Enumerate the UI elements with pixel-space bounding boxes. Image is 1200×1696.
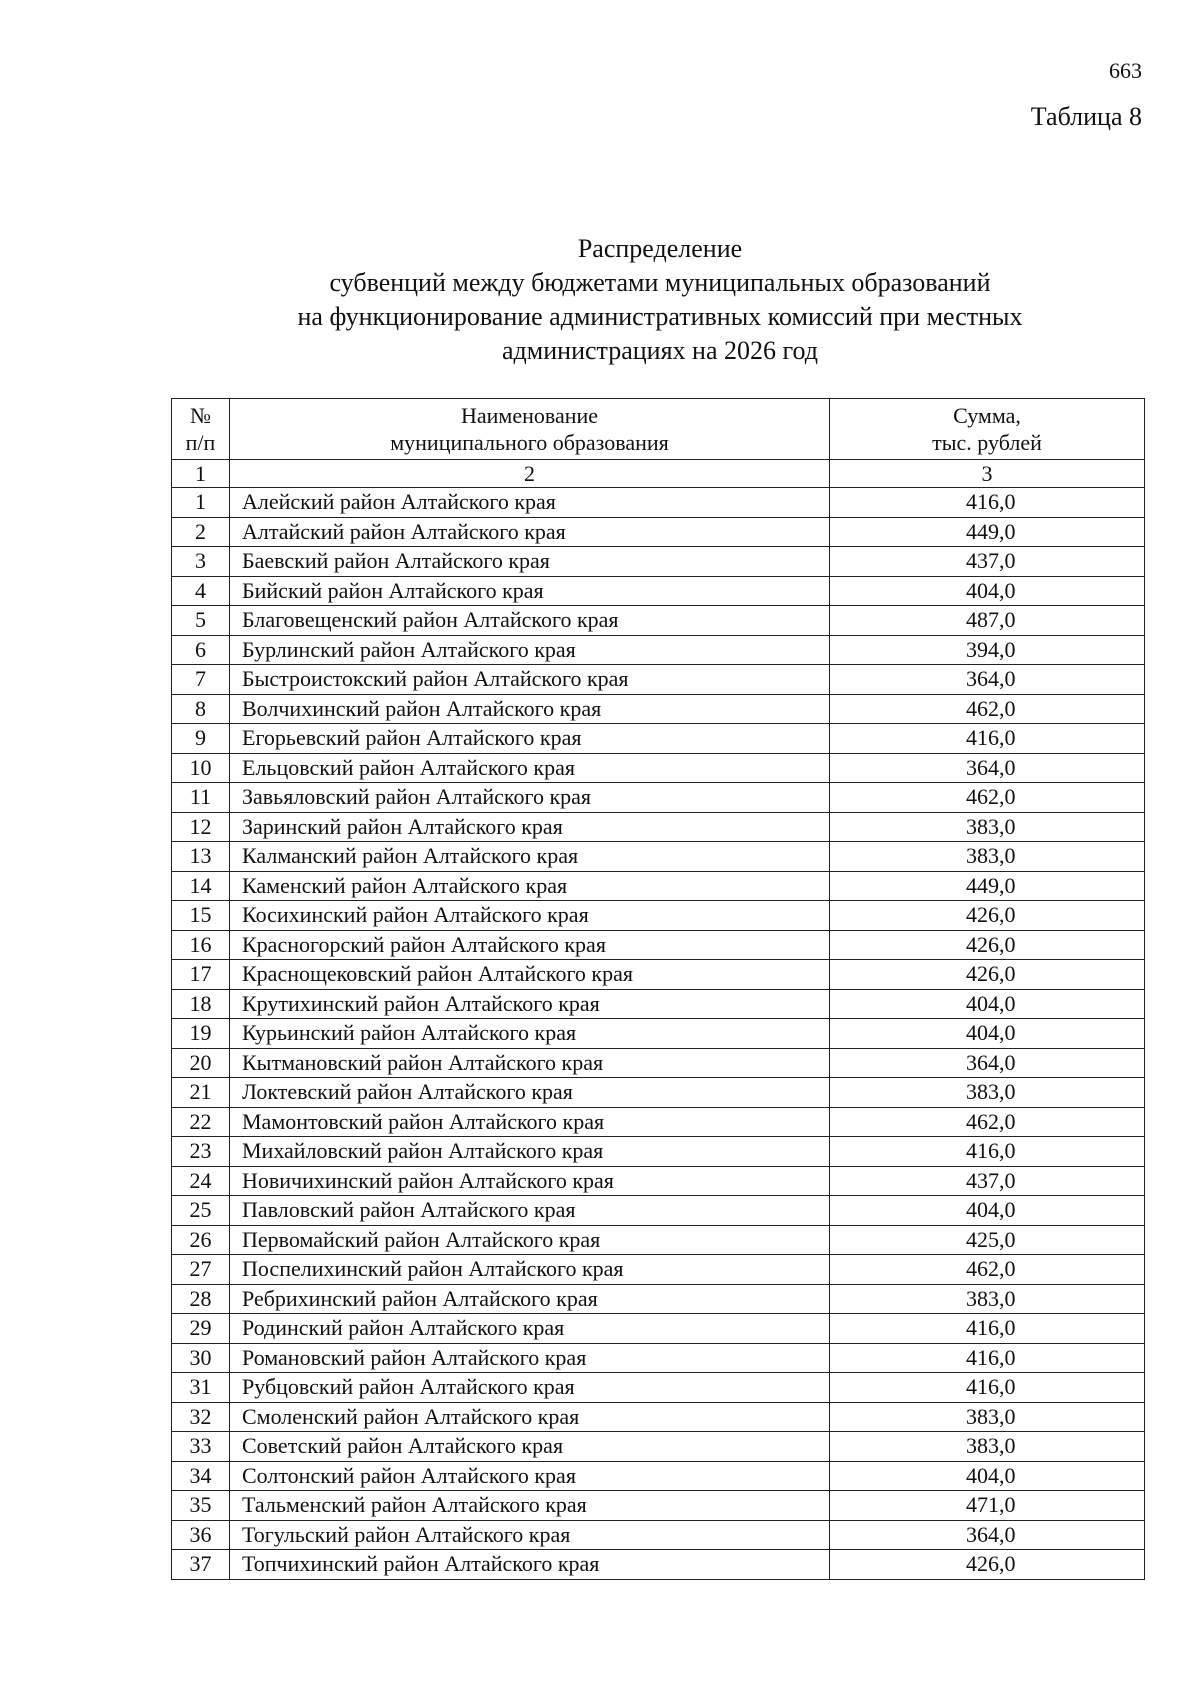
table-row <box>172 930 1145 960</box>
row-amount: 425,0 <box>830 1225 1145 1255</box>
table-row <box>172 1373 1145 1403</box>
table-row <box>172 635 1145 665</box>
header-num: № п/п <box>172 399 230 460</box>
row-amount: 416,0 <box>830 1314 1145 1344</box>
row-number: 7 <box>172 665 230 695</box>
row-number: 15 <box>172 901 230 931</box>
column-index-3: 3 <box>830 460 1145 488</box>
row-amount: 426,0 <box>830 930 1145 960</box>
row-municipality: Романовский район Алтайского края <box>230 1343 830 1373</box>
row-amount: 404,0 <box>830 576 1145 606</box>
table-row <box>172 1284 1145 1314</box>
row-municipality: Павловский район Алтайского края <box>230 1196 830 1226</box>
row-number: 14 <box>172 871 230 901</box>
row-amount: 449,0 <box>830 517 1145 547</box>
row-amount: 462,0 <box>830 783 1145 813</box>
title-line-1: Распределение <box>577 234 743 263</box>
row-municipality: Советский район Алтайского края <box>230 1432 830 1462</box>
row-municipality: Ребрихинский район Алтайского края <box>230 1284 830 1314</box>
row-municipality: Михайловский район Алтайского края <box>230 1137 830 1167</box>
row-amount: 394,0 <box>830 635 1145 665</box>
row-number: 8 <box>172 694 230 724</box>
table-row <box>172 694 1145 724</box>
table-row <box>172 1078 1145 1108</box>
row-municipality: Алейский район Алтайского края <box>230 488 830 518</box>
row-amount: 364,0 <box>830 1520 1145 1550</box>
table-row <box>172 1107 1145 1137</box>
row-amount: 462,0 <box>830 694 1145 724</box>
title-line-2: субвенций между бюджетами муниципальных образований <box>329 268 991 297</box>
row-municipality: Тогульский район Алтайского края <box>230 1520 830 1550</box>
row-municipality: Рубцовский район Алтайского края <box>230 1373 830 1403</box>
row-municipality: Кытмановский район Алтайского края <box>230 1048 830 1078</box>
row-number: 23 <box>172 1137 230 1167</box>
row-amount: 416,0 <box>830 1343 1145 1373</box>
title-line-3: на функционирование административных комиссий при местных <box>297 302 1023 331</box>
row-amount: 404,0 <box>830 1461 1145 1491</box>
row-amount: 364,0 <box>830 1048 1145 1078</box>
row-number: 32 <box>172 1402 230 1432</box>
table-label: Таблица 8 <box>1030 102 1142 131</box>
row-number: 36 <box>172 1520 230 1550</box>
row-amount: 437,0 <box>830 1166 1145 1196</box>
row-number: 3 <box>172 547 230 577</box>
row-municipality: Топчихинский район Алтайского края <box>230 1550 830 1580</box>
row-number: 9 <box>172 724 230 754</box>
row-number: 5 <box>172 606 230 636</box>
table-row <box>172 1432 1145 1462</box>
column-index-row <box>172 460 1145 488</box>
table-row <box>172 1048 1145 1078</box>
row-number: 30 <box>172 1343 230 1373</box>
table-row <box>172 606 1145 636</box>
row-number: 37 <box>172 1550 230 1580</box>
row-amount: 462,0 <box>830 1107 1145 1137</box>
row-number: 4 <box>172 576 230 606</box>
row-amount: 383,0 <box>830 1284 1145 1314</box>
row-number: 19 <box>172 1019 230 1049</box>
column-index-2: 2 <box>230 460 830 488</box>
table-row <box>172 517 1145 547</box>
row-amount: 437,0 <box>830 547 1145 577</box>
row-municipality: Красногорский район Алтайского края <box>230 930 830 960</box>
row-municipality: Локтевский район Алтайского края <box>230 1078 830 1108</box>
row-number: 28 <box>172 1284 230 1314</box>
row-amount: 426,0 <box>830 901 1145 931</box>
header-sum: Сумма, тыс. рублей <box>830 399 1145 460</box>
table-row <box>172 1019 1145 1049</box>
row-municipality: Ельцовский район Алтайского края <box>230 753 830 783</box>
row-number: 6 <box>172 635 230 665</box>
row-municipality: Баевский район Алтайского края <box>230 547 830 577</box>
row-number: 33 <box>172 1432 230 1462</box>
row-number: 21 <box>172 1078 230 1108</box>
row-municipality: Крутихинский район Алтайского края <box>230 989 830 1019</box>
row-amount: 383,0 <box>830 842 1145 872</box>
table-header <box>172 399 1145 460</box>
table-row <box>172 1461 1145 1491</box>
row-amount: 364,0 <box>830 753 1145 783</box>
row-amount: 426,0 <box>830 960 1145 990</box>
row-municipality: Заринский район Алтайского края <box>230 812 830 842</box>
table-row <box>172 960 1145 990</box>
header-name: Наименование муниципального образования <box>230 399 830 460</box>
row-number: 24 <box>172 1166 230 1196</box>
row-number: 26 <box>172 1225 230 1255</box>
table-row <box>172 665 1145 695</box>
row-number: 18 <box>172 989 230 1019</box>
row-amount: 383,0 <box>830 1402 1145 1432</box>
row-municipality: Тальменский район Алтайского края <box>230 1491 830 1521</box>
row-amount: 449,0 <box>830 871 1145 901</box>
row-municipality: Бурлинский район Алтайского края <box>230 635 830 665</box>
row-municipality: Каменский район Алтайского края <box>230 871 830 901</box>
document-title <box>250 232 1070 368</box>
row-number: 34 <box>172 1461 230 1491</box>
header-row <box>172 399 1145 460</box>
table-row <box>172 812 1145 842</box>
row-amount: 383,0 <box>830 1432 1145 1462</box>
row-amount: 416,0 <box>830 1373 1145 1403</box>
table-row <box>172 1225 1145 1255</box>
table-row <box>172 783 1145 813</box>
row-municipality: Первомайский район Алтайского края <box>230 1225 830 1255</box>
row-number: 1 <box>172 488 230 518</box>
table-row <box>172 1550 1145 1580</box>
row-number: 13 <box>172 842 230 872</box>
row-amount: 416,0 <box>830 488 1145 518</box>
row-municipality: Солтонский район Алтайского края <box>230 1461 830 1491</box>
row-number: 35 <box>172 1491 230 1521</box>
row-amount: 416,0 <box>830 724 1145 754</box>
row-amount: 364,0 <box>830 665 1145 695</box>
row-amount: 462,0 <box>830 1255 1145 1285</box>
table-row <box>172 1166 1145 1196</box>
row-municipality: Волчихинский район Алтайского края <box>230 694 830 724</box>
row-municipality: Благовещенский район Алтайского края <box>230 606 830 636</box>
row-municipality: Егорьевский район Алтайского края <box>230 724 830 754</box>
row-amount: 426,0 <box>830 1550 1145 1580</box>
table-row <box>172 1343 1145 1373</box>
row-amount: 487,0 <box>830 606 1145 636</box>
row-municipality: Родинский район Алтайского края <box>230 1314 830 1344</box>
table-row <box>172 753 1145 783</box>
row-amount: 383,0 <box>830 1078 1145 1108</box>
table-row <box>172 901 1145 931</box>
table-row <box>172 1520 1145 1550</box>
row-number: 22 <box>172 1107 230 1137</box>
row-number: 11 <box>172 783 230 813</box>
row-municipality: Новичихинский район Алтайского края <box>230 1166 830 1196</box>
table-row <box>172 1314 1145 1344</box>
table-row <box>172 547 1145 577</box>
table-row <box>172 724 1145 754</box>
row-amount: 404,0 <box>830 1019 1145 1049</box>
row-number: 2 <box>172 517 230 547</box>
column-index-1: 1 <box>172 460 230 488</box>
row-amount: 404,0 <box>830 1196 1145 1226</box>
table-row <box>172 1137 1145 1167</box>
row-municipality: Смоленский район Алтайского края <box>230 1402 830 1432</box>
row-municipality: Алтайский район Алтайского края <box>230 517 830 547</box>
row-municipality: Завьяловский район Алтайского края <box>230 783 830 813</box>
row-number: 29 <box>172 1314 230 1344</box>
table-row <box>172 488 1145 518</box>
row-number: 10 <box>172 753 230 783</box>
table-row <box>172 871 1145 901</box>
subvention-table <box>171 398 1145 1580</box>
row-amount: 471,0 <box>830 1491 1145 1521</box>
table-row <box>172 842 1145 872</box>
row-number: 12 <box>172 812 230 842</box>
row-number: 27 <box>172 1255 230 1285</box>
page-number: 663 <box>1109 58 1142 83</box>
title-line-4: администрациях на 2026 год <box>502 336 818 365</box>
table-row <box>172 1491 1145 1521</box>
row-municipality: Бийский район Алтайского края <box>230 576 830 606</box>
row-municipality: Поспелихинский район Алтайского края <box>230 1255 830 1285</box>
row-number: 31 <box>172 1373 230 1403</box>
row-number: 16 <box>172 930 230 960</box>
row-amount: 404,0 <box>830 989 1145 1019</box>
row-number: 20 <box>172 1048 230 1078</box>
row-number: 25 <box>172 1196 230 1226</box>
row-municipality: Курьинский район Алтайского края <box>230 1019 830 1049</box>
table-row <box>172 1196 1145 1226</box>
table-row <box>172 576 1145 606</box>
table-row <box>172 1255 1145 1285</box>
row-municipality: Мамонтовский район Алтайского края <box>230 1107 830 1137</box>
table-body <box>172 460 1145 1580</box>
table-row <box>172 989 1145 1019</box>
row-number: 17 <box>172 960 230 990</box>
row-amount: 383,0 <box>830 812 1145 842</box>
row-municipality: Калманский район Алтайского края <box>230 842 830 872</box>
table-row <box>172 1402 1145 1432</box>
row-municipality: Краснощековский район Алтайского края <box>230 960 830 990</box>
row-municipality: Быстроистокский район Алтайского края <box>230 665 830 695</box>
row-municipality: Косихинский район Алтайского края <box>230 901 830 931</box>
row-amount: 416,0 <box>830 1137 1145 1167</box>
